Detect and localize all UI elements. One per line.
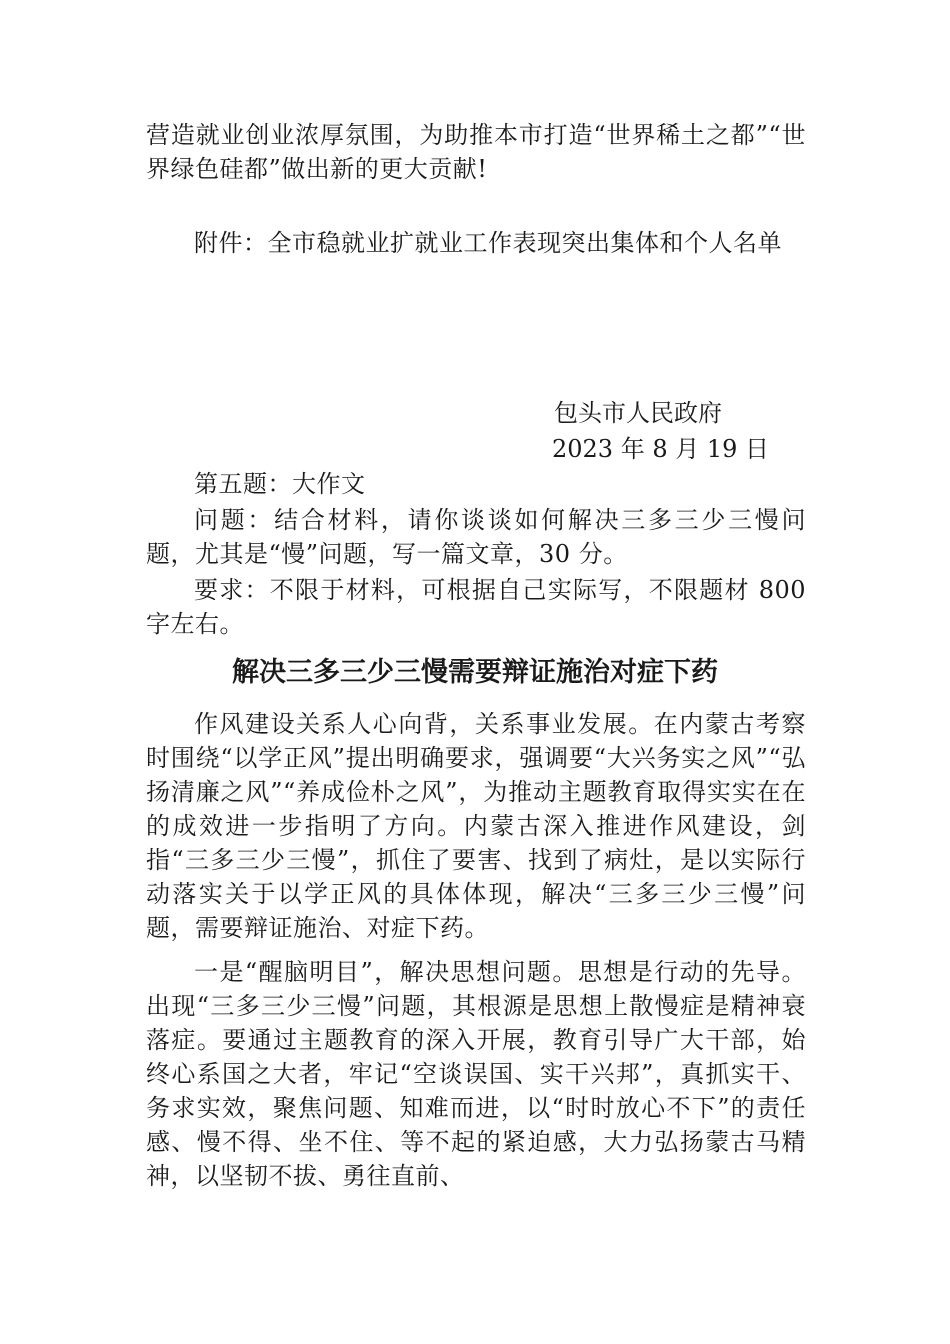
essay-title: 解决三多三少三慢需要辩证施治对症下药 xyxy=(232,657,718,688)
requirement-text: 要求：不限于材料，可根据自己实际写，不限题材 800 字左右。 xyxy=(146,576,806,638)
attachment-note: 附件：全市稳就业扩就业工作表现突出集体和个人名单 xyxy=(194,229,782,257)
essay-paragraph-1: 作风建设关系人心向背，关系事业发展。在内蒙古考察时围绕“以学正风”提出明确要求，强调要“大兴务实之风”“弘扬清廉之风”“养成俭朴之风”，为推动主题教育取得实实在在的成效进一步指明了方向。内蒙古深入推进作风建设，剑指“三多三少三慢”，抓住了要害、找到了病灶，是以实际行动落实关于以学正风的具体体现，解决“三多三少三慢”问题，需要辩证施治、对症下药。 xyxy=(146,710,806,942)
signature-date: 2023 年 8 月 19 日 xyxy=(552,435,770,463)
essay-paragraph-2: 一是“醒脑明目”，解决思想问题。思想是行动的先导。出现“三多三少三慢”问题，其根源是思想上散慢症是精神衰落症。要通过主题教育的深入开展，教育引导广大干部，始终心系国之大者，牢记“空谈误国、实干兴邦”，真抓实干、务求实效，聚焦问题、知难而进，以“时时放心不下”的责任感、慢不得、坐不住、等不起的紧迫感，大力弘扬蒙古马精神，以坚韧不拔、勇往直前、 xyxy=(146,958,806,1190)
closing-paragraph: 营造就业创业浓厚氛围，为助推本市打造“世界稀土之都”“世界绿色硅都”做出新的更大贡献! xyxy=(146,121,806,183)
signature-organization: 包头市人民政府 xyxy=(554,399,722,427)
question-heading: 第五题：大作文 xyxy=(194,470,366,498)
question-text: 问题：结合材料，请你谈谈如何解决三多三少三慢问题，尤其是“慢”问题，写一篇文章，30 分。 xyxy=(146,506,806,568)
